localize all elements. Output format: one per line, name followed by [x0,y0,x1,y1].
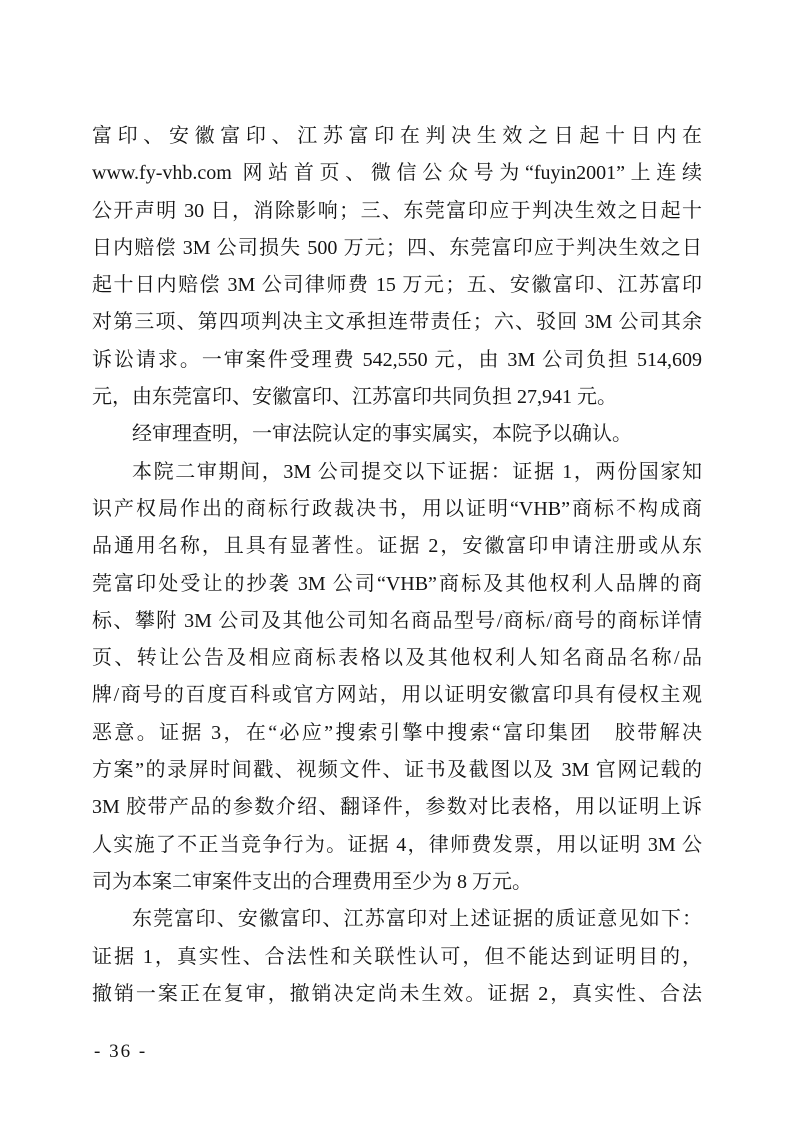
text-line-p3-l12: 司为本案二审案件支出的合理费用至少为 8 万元。 [92,870,532,893]
text-line-p1-l5: 起十日内赔偿 3M 公司律师费 15 万元；五、安徽富印、江苏富印 [92,274,702,297]
text-line-p1-l1: 富印、安徽富印、江苏富印在判决生效之日起十日内在 [92,125,702,147]
text-line-p4-l2: 证据 1，真实性、合法性和关联性认可，但不能达到证明目的， [92,945,702,968]
text-line-p1-l8: 元，由东莞富印、安徽富印、江苏富印共同负担 27,941 元。 [92,386,617,409]
text-line-p1-l4: 日内赔偿 3M 公司损失 500 万元；四、东莞富印应于判决生效之日 [92,236,702,259]
text-line-p3-l6: 页、转让公告及相应商标表格以及其他权利人知名商品名称/品 [92,647,702,670]
text-line-p3-l9: 方案”的录屏时间戳、视频文件、证书及截图以及 3M 官网记载的 [92,759,702,782]
text-line-p3-l11: 人实施了不正当竞争行为。证据 4，律师费发票，用以证明 3M 公 [92,833,702,856]
text-line-p3-l8: 恶意。证据 3，在“必应”搜索引擎中搜索“富印集团 胶带解决 [92,721,702,744]
judgment-text-block [92,118,702,1013]
text-line-p1-l6: 对第三项、第四项判决主文承担连带责任；六、驳回 3M 公司其余 [92,311,702,334]
page-number: - 36 - [94,1041,148,1062]
text-line-p4-l3: 撤销一案正在复审，撤销决定尚未生效。证据 2，真实性、合法 [92,982,702,1005]
text-line-p3-l3: 品通用名称，且具有显著性。证据 2，安徽富印申请注册或从东 [92,535,702,558]
text-line-p1-l3: 公开声明 30 日，消除影响；三、东莞富印应于判决生效之日起十 [92,199,702,222]
text-line-p3-l2: 识产权局作出的商标行政裁决书，用以证明“VHB”商标不构成商 [92,497,702,520]
text-line-p3-l10: 3M 胶带产品的参数介绍、翻译件，参数对比表格，用以证明上诉 [92,796,702,819]
text-line-p3-l4: 莞富印处受让的抄袭 3M 公司“VHB”商标及其他权利人品牌的商 [92,572,702,595]
text-line-p1-l7: 诉讼请求。一审案件受理费 542,550 元，由 3M 公司负担 514,609 [92,348,702,371]
text-line-p4-l1: 东莞富印、安徽富印、江苏富印对上述证据的质证意见如下： [132,908,702,931]
text-line-p3-l5: 标、攀附 3M 公司及其他公司知名商品型号/商标/商号的商标详情 [92,609,702,632]
text-line-p3-l7: 牌/商号的百度百科或官方网站，用以证明安徽富印具有侵权主观 [92,684,702,707]
text-line-p2-l1: 经审理查明，一审法院认定的事实属实，本院予以确认。 [132,423,632,446]
text-line-p1-l2: www.fy-vhb.com 网站首页、微信公众号为“fuyin2001”上连续 [92,162,702,185]
text-line-p3-l1: 本院二审期间，3M 公司提交以下证据：证据 1，两份国家知 [132,460,702,483]
